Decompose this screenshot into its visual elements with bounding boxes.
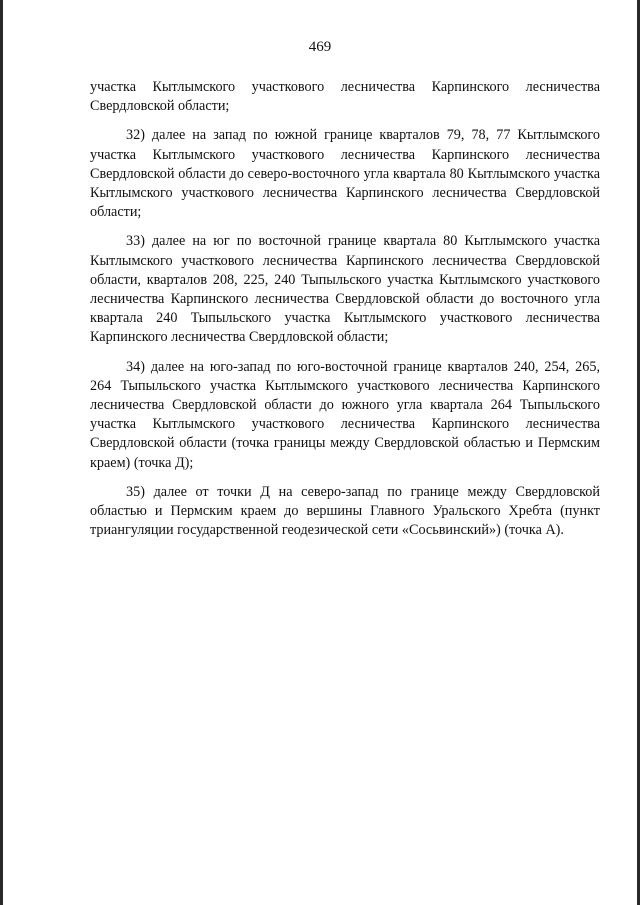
paragraph-item-32: 32) далее на запад по южной границе кварталов 79, 78, 77 Кытлымского участка Кытлымского участкового лесничества Карпинского лесничества Свердловской области до северо-восточного угла квартала 80 Кытлымского участка Кытлымского участкового лесничества Карпинского лесничества Свердловской области; — [90, 127, 600, 221]
paragraph-item-35: 35) далее от точки Д на северо-запад по границе между Свердловской областью и Пермским краем до вершины Главного Уральского Хребта (пункт триангуляции государственной геодезической сети «Сосьвинский») (точка А). — [90, 483, 600, 539]
document-body — [90, 78, 600, 550]
paragraph-continuation: участка Кытлымского участкового лесничества Карпинского лесничества Свердловской области; — [90, 79, 600, 115]
paragraph-item-33: 33) далее на юг по восточной границе квартала 80 Кытлымского участка Кытлымского участкового лесничества Карпинского лесничества Свердловской области, кварталов 208, 225, 240 Тыпыльского участка Кытлымского участкового лесничества Карпинского лесничества Свердловской области до восточного угла квартала 240 Тыпыльского участка Кытлымского участкового лесничества Карпинского лесничества Свердловской области; — [90, 233, 600, 346]
paragraph-item-34: 34) далее на юго-запад по юго-восточной границе кварталов 240, 254, 265, 264 Тыпыльского участка Кытлымского участкового лесничества Карпинского лесничества Свердловской области до южного угла квартала 264 Тыпыльского участка Кытлымского участкового лесничества Карпинского лесничества Свердловской области (точка границы между Свердловской областью и Пермским краем) (точка Д); — [90, 358, 600, 471]
scan-edge-left — [0, 0, 3, 905]
page-number: 469 — [308, 39, 332, 55]
